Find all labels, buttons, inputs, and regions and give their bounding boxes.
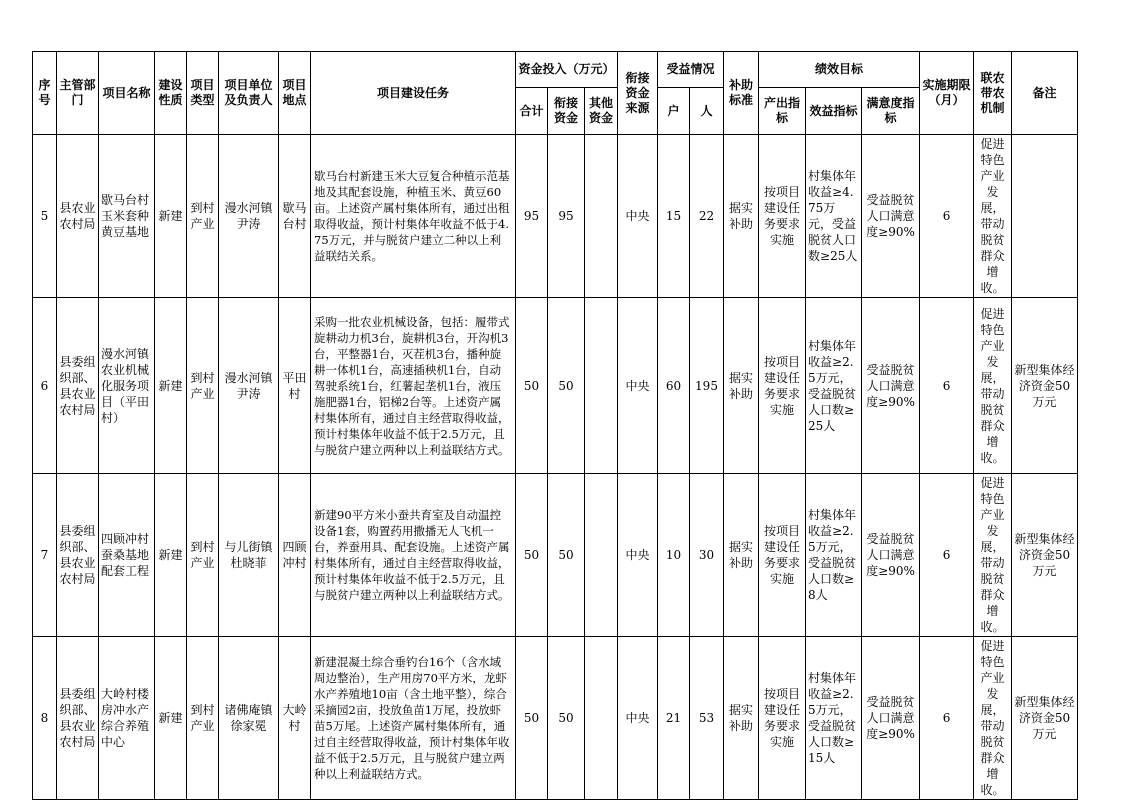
cell-unit: 与儿街镇杜晓菲 xyxy=(219,474,279,637)
header-subsidy: 补助标准 xyxy=(724,52,759,135)
cell-nature: 新建 xyxy=(155,135,187,298)
table-row xyxy=(33,474,1122,637)
cell-task: 歇马台村新建玉米大豆复合种植示范基地及其配套设施，种植玉米、黄豆60亩。上述资产属村集体所有，通过出租取得收益，预计村集体年收益不低于4.75万元，并与脱贫户建立二种以上利益联结关系。 xyxy=(311,135,516,298)
header-type: 项目类型 xyxy=(187,52,219,135)
cell-subsidy: 据实补助 xyxy=(724,135,759,298)
cell-name: 四顾冲村蚕桑基地配套工程 xyxy=(99,474,155,637)
cell-dept: 县委组织部、县农业农村局 xyxy=(57,474,99,637)
cell-linked: 50 xyxy=(548,298,585,474)
header-households: 户 xyxy=(658,88,690,135)
header-people: 人 xyxy=(690,88,724,135)
cell-task: 采购一批农业机械设备，包括：履带式旋耕动力机3台，旋耕机3台，开沟机3台，平整器1台，灭茬机3台，播种旋耕一体机1台，高速插秧机1台，自动驾驶系统1台，红薯起垄机1台，液压施肥器1台，铝梯2台等。上述资产属村集体所有，通过自主经营取得收益，预计村集体年收益不低于2.5万元，且与脱贫户建立两种以上利益联结方式。 xyxy=(311,298,516,474)
header-funds-linked: 衔接资金 xyxy=(548,88,585,135)
cell-notes xyxy=(1012,135,1078,298)
cell-output: 按项目建设任务要求实施 xyxy=(759,298,806,474)
cell-households: 60 xyxy=(658,298,690,474)
cell-task: 新建90平方米小蚕共育室及自动温控设备1套，购置药用撒播无人飞机一台，养蚕用具、配套设施。上述资产属村集体所有，通过自主经营取得收益，预计村集体年收益不低于2.5万元，且与脱贫户建立两种以上利益联结方式。 xyxy=(311,474,516,637)
cell-households: 10 xyxy=(658,474,690,637)
cell-total: 50 xyxy=(516,298,548,474)
cell-mechanism: 促进特色产业发展，带动脱贫群众增收。 xyxy=(974,135,1012,298)
cell-seq: 7 xyxy=(33,474,57,637)
cell-place: 大岭村 xyxy=(279,637,311,800)
cell-subsidy: 据实补助 xyxy=(724,474,759,637)
header-source: 衔接资金来源 xyxy=(618,52,658,135)
cell-linked: 95 xyxy=(548,135,585,298)
header-name: 项目名称 xyxy=(99,52,155,135)
cell-nature: 新建 xyxy=(155,474,187,637)
cell-dept: 县委组织部、县农业农村局 xyxy=(57,298,99,474)
cell-nature: 新建 xyxy=(155,637,187,800)
table-row xyxy=(33,298,1122,474)
cell-unit: 漫水河镇尹涛 xyxy=(219,298,279,474)
header-task: 项目建设任务 xyxy=(311,52,516,135)
header-effect: 效益指标 xyxy=(806,88,862,135)
cell-mechanism: 促进特色产业发展，带动脱贫群众增收。 xyxy=(974,298,1012,474)
cell-other xyxy=(585,637,618,800)
cell-dept: 县委组织部、县农业农村局 xyxy=(57,637,99,800)
cell-unit: 漫水河镇尹涛 xyxy=(219,135,279,298)
cell-people: 22 xyxy=(690,135,724,298)
cell-effect: 村集体年收益≥2.5万元，受益脱贫人口数≥15人 xyxy=(806,637,862,800)
header-nature: 建设性质 xyxy=(155,52,187,135)
header-period: 实施期限（月） xyxy=(920,52,974,135)
cell-total: 50 xyxy=(516,474,548,637)
cell-other xyxy=(585,298,618,474)
cell-source: 中央 xyxy=(618,474,658,637)
cell-satisfaction: 受益脱贫人口满意度≥90% xyxy=(862,637,920,800)
cell-source: 中央 xyxy=(618,298,658,474)
cell-satisfaction: 受益脱贫人口满意度≥90% xyxy=(862,298,920,474)
table-row xyxy=(33,637,1122,800)
cell-households: 21 xyxy=(658,637,690,800)
cell-mechanism: 促进特色产业发展，带动脱贫群众增收。 xyxy=(974,637,1012,800)
cell-type: 到村产业 xyxy=(187,135,219,298)
cell-type: 到村产业 xyxy=(187,637,219,800)
header-row-1 xyxy=(33,52,1122,88)
cell-notes: 新型集体经济资金50万元 xyxy=(1012,637,1078,800)
header-funds-other: 其他资金 xyxy=(585,88,618,135)
cell-other xyxy=(585,474,618,637)
cell-output: 按项目建设任务要求实施 xyxy=(759,474,806,637)
cell-subsidy: 据实补助 xyxy=(724,298,759,474)
cell-satisfaction: 受益脱贫人口满意度≥90% xyxy=(862,135,920,298)
header-place: 项目地点 xyxy=(279,52,311,135)
cell-source: 中央 xyxy=(618,135,658,298)
header-output: 产出指标 xyxy=(759,88,806,135)
cell-households: 15 xyxy=(658,135,690,298)
cell-effect: 村集体年收益≥2.5万元，受益脱贫人口数≥8人 xyxy=(806,474,862,637)
header-benefit: 受益情况 xyxy=(658,52,724,88)
cell-name: 漫水河镇农业机械化服务项目（平田村） xyxy=(99,298,155,474)
cell-satisfaction: 受益脱贫人口满意度≥90% xyxy=(862,474,920,637)
cell-output: 按项目建设任务要求实施 xyxy=(759,135,806,298)
cell-linked: 50 xyxy=(548,474,585,637)
cell-total: 95 xyxy=(516,135,548,298)
cell-dept: 县农业农村局 xyxy=(57,135,99,298)
cell-people: 195 xyxy=(690,298,724,474)
header-unit: 项目单位及负责人 xyxy=(219,52,279,135)
cell-unit: 诸佛庵镇徐家冕 xyxy=(219,637,279,800)
header-satisfaction: 满意度指标 xyxy=(862,88,920,135)
cell-notes: 新型集体经济资金50万元 xyxy=(1012,474,1078,637)
header-dept: 主管部门 xyxy=(57,52,99,135)
cell-name: 歇马台村玉米套种黄豆基地 xyxy=(99,135,155,298)
cell-place: 歇马台村 xyxy=(279,135,311,298)
cell-effect: 村集体年收益≥2.5万元，受益脱贫人口数≥25人 xyxy=(806,298,862,474)
header-seq: 序号 xyxy=(33,52,57,135)
table-row xyxy=(33,135,1122,298)
header-funds-total: 合计 xyxy=(516,88,548,135)
cell-place: 平田村 xyxy=(279,298,311,474)
cell-subsidy: 据实补助 xyxy=(724,637,759,800)
cell-notes: 新型集体经济资金50万元 xyxy=(1012,298,1078,474)
header-notes: 备注 xyxy=(1012,52,1078,135)
project-table xyxy=(32,51,1122,800)
cell-people: 53 xyxy=(690,637,724,800)
cell-type: 到村产业 xyxy=(187,298,219,474)
header-perf: 绩效目标 xyxy=(759,52,920,88)
cell-linked: 50 xyxy=(548,637,585,800)
cell-effect: 村集体年收益≥4.75万元，受益脱贫人口数≥25人 xyxy=(806,135,862,298)
cell-period: 6 xyxy=(920,298,974,474)
cell-type: 到村产业 xyxy=(187,474,219,637)
cell-seq: 8 xyxy=(33,637,57,800)
cell-nature: 新建 xyxy=(155,298,187,474)
cell-name: 大岭村楼房冲水产综合养殖中心 xyxy=(99,637,155,800)
header-mechanism: 联农带农机制 xyxy=(974,52,1012,135)
cell-task: 新建混凝土综合垂钓台16个（含水域周边整治），生产用房70平方米，龙虾水产养殖地10亩（含土地平整），综合采摘园2亩，投放鱼苗1万尾，投放虾苗5万尾。上述资产属村集体所有，通过自主经营取得收益，预计村集体年收益不低于2.5万元，且与脱贫户建立两种以上利益联结方式。 xyxy=(311,637,516,800)
cell-source: 中央 xyxy=(618,637,658,800)
cell-seq: 5 xyxy=(33,135,57,298)
cell-total: 50 xyxy=(516,637,548,800)
cell-place: 四顾冲村 xyxy=(279,474,311,637)
cell-other xyxy=(585,135,618,298)
cell-people: 30 xyxy=(690,474,724,637)
cell-period: 6 xyxy=(920,637,974,800)
cell-output: 按项目建设任务要求实施 xyxy=(759,637,806,800)
cell-seq: 6 xyxy=(33,298,57,474)
header-funds: 资金投入（万元） xyxy=(516,52,618,88)
cell-period: 6 xyxy=(920,474,974,637)
cell-period: 6 xyxy=(920,135,974,298)
cell-mechanism: 促进特色产业发展，带动脱贫群众增收。 xyxy=(974,474,1012,637)
